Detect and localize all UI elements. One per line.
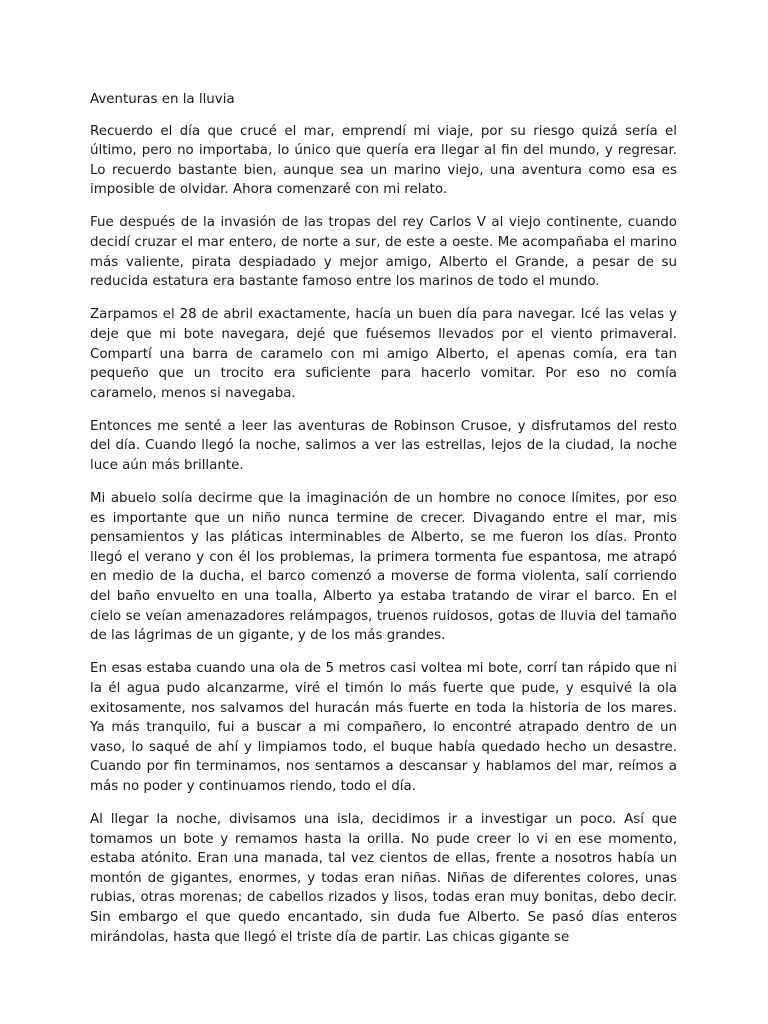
paragraph-1: Recuerdo el día que crucé el mar, emprendí mi viaje, por su riesgo quizá sería el último, pero no importaba, lo único que quería era llegar al fin del mundo, y regresar. Lo recuerdo bastante bien, aunque sea un marino viejo, una aventura como esa es imposible de olvidar. Ahora comenzaré con mi relato. [90, 123, 677, 198]
document-page [90, 90, 677, 961]
paragraph-6: En esas estaba cuando una ola de 5 metros casi voltea mi bote, corrí tan rápido que ni la él agua pudo alcanzarme, viré el timón lo más fuerte que pude, y esquivé la ola exitosamente, nos salvamos del huracán más fuerte en toda la historia de los mares. Ya más tranquilo, fui a buscar a mi compañero, lo encontré atrapado dentro de un vaso, lo saqué de ahí y limpiamos todo, el buque había quedado hecho un desastre. Cuando por fin terminamos, nos sentamos a descansar y hablamos del mar, reímos a más no poder y continuamos riendo, todo el día. [90, 661, 677, 794]
paragraph-4: Entonces me senté a leer las aventuras de Robinson Crusoe, y disfrutamos del resto del día. Cuando llegó la noche, salimos a ver las estrellas, lejos de la ciudad, la noche luce aún más brillante. [90, 418, 677, 473]
paragraph-5: Mi abuelo solía decirme que la imaginación de un hombre no conoce límites, por eso es importante que un niño nunca termine de crecer. Divagando entre el mar, mis pensamientos y las pláticas interminables de Alberto, se me fueron los días. Pronto llegó el verano y con él los problemas, la primera tormenta fue espantosa, me atrapó en medio de la ducha, el barco comenzó a moverse de forma violenta, salí corriendo del baño envuelto en una toalla, Alberto ya estaba tratando de virar el barco. En el cielo se veían amenazadores relámpagos, truenos ruidosos, gotas de lluvia del tamaño de las lágrimas de un gigante, y de los más grandes. [90, 491, 677, 644]
paragraph-7: Al llegar la noche, divisamos una isla, decidimos ir a investigar un poco. Así que tomamos un bote y remamos hasta la orilla. No pude creer lo vi en ese momento, estaba atónito. Eran una manada, tal vez cientos de ellas, frente a nosotros había un montón de gigantes, enormes, y todas eran niñas. Niñas de diferentes colores, unas rubias, otras morenas; de cabellos rizados y lisos, todas eran muy bonitas, debo decir. Sin embargo el que quedo encantado, sin duda fue Alberto. Se pasó días enteros mirándolas, hasta que llegó el triste día de partir. Las chicas gigante se [90, 812, 677, 945]
document-title: Aventuras en la lluvia [90, 92, 235, 107]
paragraph-3: Zarpamos el 28 de abril exactamente, hacía un buen día para navegar. Icé las velas y deje que mi bote navegara, dejé que fuésemos llevados por el viento primaveral. Compartí una barra de caramelo con mi amigo Alberto, el apenas comía, era tan pequeño que un trocito era suficiente para hacerlo vomitar. Por eso no comía caramelo, menos si navegaba. [90, 307, 677, 401]
paragraph-2: Fue después de la invasión de las tropas del rey Carlos V al viejo continente, cuando decidí cruzar el mar entero, de norte a sur, de este a oeste. Me acompañaba el marino más valiente, pirata despiadado y mejor amigo, Alberto el Grande, a pesar de su reducida estatura era bastante famoso entre los marinos de todo el mundo. [90, 215, 677, 290]
